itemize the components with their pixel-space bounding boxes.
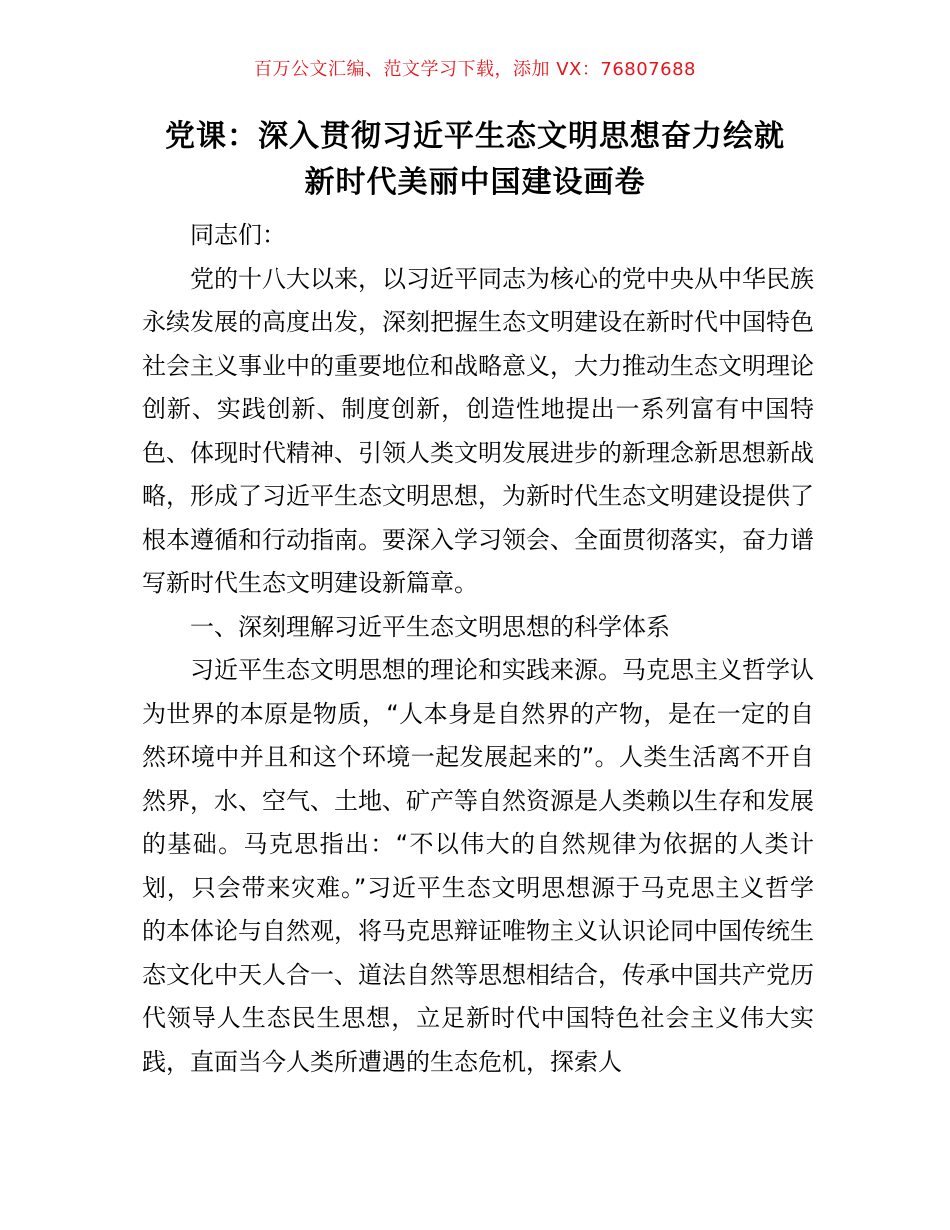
section-heading-1: 一、深刻理解习近平生态文明思想的科学体系 (190, 612, 670, 641)
paragraph-theory-source: 习近平生态文明思想的理论和实践来源。马克思主义哲学认为世界的本原是物质，“人本身是自然界的产物，是在一定的自然环境中并且和这个环境一起发展起来的”。人类生活离不开自然界，水、空气、土地、矿产等自然资源是人类赖以生存和发展的基础。马克思指出：“不以伟大的自然规律为依据的人类计划，只会带来灾难。”习近平生态文明思想源于马克思主义哲学的本体论与自然观，将马克思辩证唯物主义认识论同中国传统生态文化中天人合一、道法自然等思想相结合，传承中国共产党历代领导人生态民生思想，立足新时代中国特色社会主义伟大实践，直面当今人类所遭遇的生态危机，探索人 (142, 656, 814, 1076)
title-line-1: 党课：深入贯彻习近平生态文明思想奋力绘就 (165, 119, 785, 154)
document-title (0, 114, 950, 206)
title-line-2: 新时代美丽中国建设画卷 (304, 165, 646, 200)
document-body (142, 214, 814, 1084)
salutation: 同志们： (190, 221, 286, 249)
paragraph-intro: 党的十八大以来，以习近平同志为核心的党中央从中华民族永续发展的高度出发，深刻把握生态文明建设在新时代中国特色社会主义事业中的重要地位和战略意义，大力推动生态文明理论创新、实践创新、制度创新，创造性地提出一系列富有中国特色、体现时代精神、引领人类文明发展进步的新理念新思想新战略，形成了习近平生态文明思想，为新时代生态文明建设提供了根本遵循和行动指南。要深入学习领会、全面贯彻落实，奋力谱写新时代生态文明建设新篇章。 (142, 264, 814, 597)
header-banner: 百万公文汇编、范文学习下载，添加 VX：76807688 (254, 59, 696, 80)
